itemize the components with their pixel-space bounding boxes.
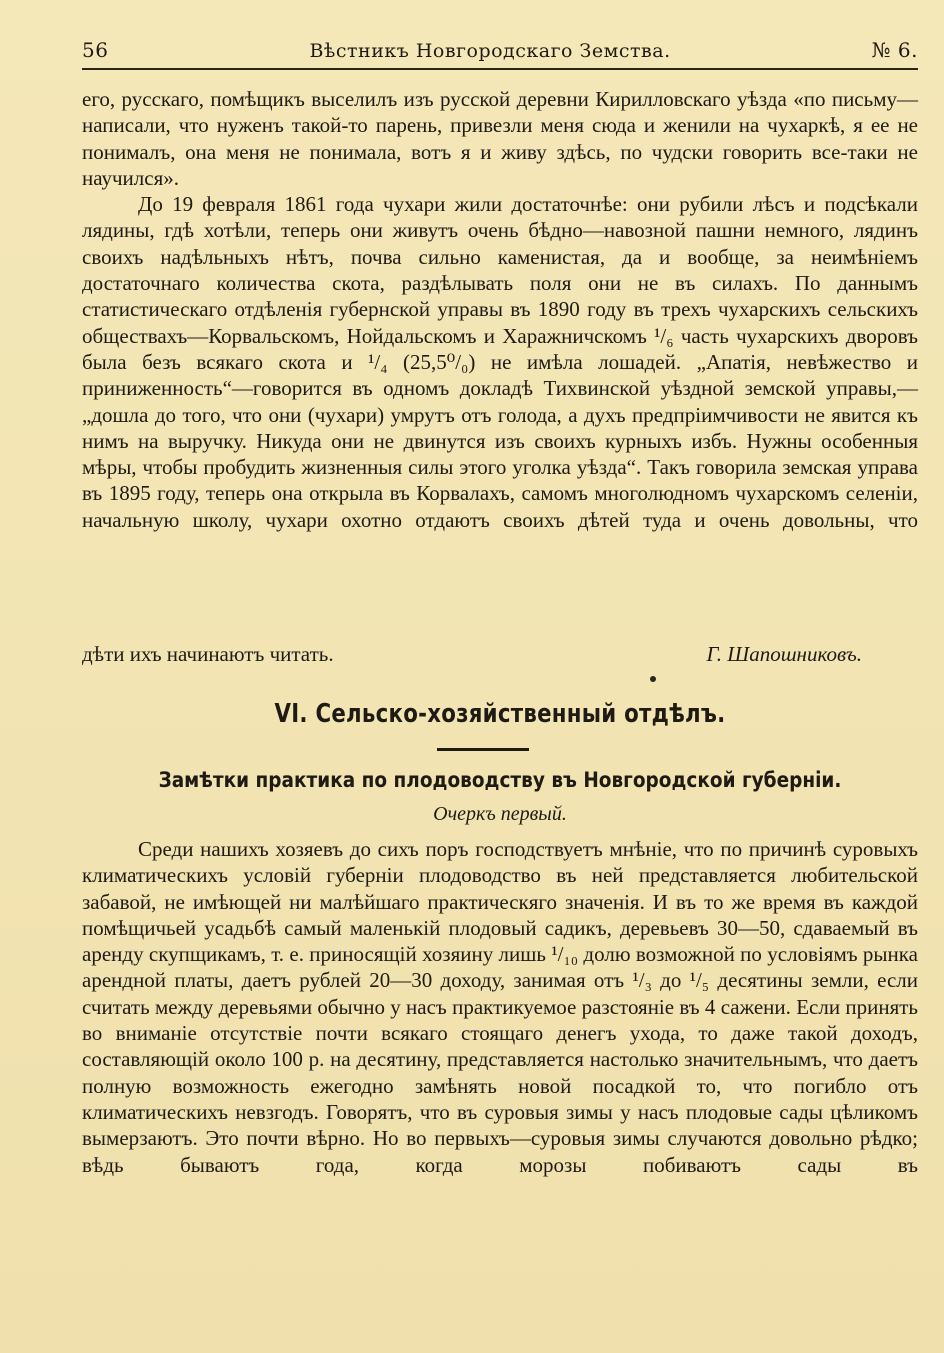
section-divider: [437, 748, 529, 751]
article-paragraph: Среди нашихъ хозяевъ до сихъ поръ господствуетъ мнѣніе, что по причинѣ суровыхъ климатическихъ условій губерніи плодоводство въ ней представляется любительской забавой, не имѣющей ни малѣйшаго практическяго значенія. И въ то же время въ каждой помѣщичьей усадьбѣ самый маленькій плодовый садикъ, деревьевъ 30—50, сдаваемый въ аренду скупщикамъ, т. е. приносящій хозяину лишь ¹/₁₀ долю возможной по условіямъ рынка арендной платы, даетъ рублей 20—30 доходу, занимая отъ ¹/₃ до ¹/₅ десятины земли, если считать между деревьями обычно у насъ практикуемое разстояніе въ 4 сажени. Если принять во вниманіе отсутствіе почти всякаго стоящаго денегъ ухода, то даже такой доходъ, составляющій около 100 р. на десятину, представляется настолько значительнымъ, что даетъ полную возможность ежегодно замѣнять новой посадкой то, что погибло отъ климатическихъ невзгодъ. Говорятъ, что въ суровыя зимы у насъ плодовые сады цѣликомъ вымерзаютъ. Это почти вѣрно. Но во первыхъ—суровыя зимы случаются довольно рѣдко; вѣдь бываютъ года, когда морозы побиваютъ сады въ: [82, 837, 918, 1177]
section-heading: VI. Сельско-хозяйственный отдѣлъ.: [274, 699, 726, 729]
paragraph-chukhari: До 19 февраля 1861 года чухари жили достаточнѣе: они рубили лѣсъ и подсѣкали лядины, гдѣ хотѣли, теперь они живутъ очень бѣдно—навозной пашни немного, лядинъ своихъ надѣльныхъ нѣтъ, почва сильно каменистая, да и вообще, за неимѣніемъ достаточнаго количества скота, раздѣлывать поля они не въ силахъ. По даннымъ статистическаго отдѣленія губернской управы въ 1890 году въ трехъ чухарскихъ сельскихъ обществахъ—Корвальскомъ, Нойдальскомъ и Харажничскомъ ¹/₆ часть чухарскихъ дворовъ была безъ всякаго скота и ¹/₄ (25,5⁰/₀) не имѣла лошадей. „Апатія, невѣжество и приниженность“—говорится въ одномъ докладѣ Тихвинской уѣздной земской управы,—„дошла до того, что они (чухари) умрутъ отъ голода, а духъ предпріимчивости не явится къ нимъ на выручку. Никуда они не двинутся изъ своихъ курныхъ избъ. Нужны особенныя мѣры, чтобы пробудить жизненныя силы этого уголка уѣзда“. Такъ говорила земская управа въ 1895 году, теперь она открыла въ Корвалахъ, самомъ многолюдномъ чухарскомъ селеніи, начальную школу, чухари охотно отдаютъ своихъ дѣтей туда и очень довольны, что: [82, 192, 918, 532]
issue-number: № 6.: [871, 38, 918, 62]
running-header: [82, 28, 918, 70]
journal-title: Вѣстникъ Новгородскаго Земства.: [309, 40, 671, 62]
author-signature: Г. Шапошниковъ.: [706, 642, 862, 666]
page-number: 56: [82, 38, 109, 62]
paragraph-continued: его, русскаго, помѣщикъ выселилъ изъ русской деревни Кирилловскаго уѣзда «по письму—написали, что нуженъ такой-то парень, привезли меня сюда и женили на чухаркѣ, я ее не понималъ, она меня не понимала, вотъ я и живу здѣсь, по чудски говорить все-таки не научился».: [82, 87, 918, 190]
top-text-block: [82, 86, 918, 533]
article-subtitle: Очеркъ первый.: [433, 803, 567, 825]
article-text-block: [82, 836, 918, 1178]
ornament-dot: [650, 676, 656, 682]
closing-line: [82, 641, 918, 667]
closing-text: дѣти ихъ начинаютъ читать.: [82, 642, 334, 666]
article-title: Замѣтки практика по плодоводству въ Новгородской губерніи.: [158, 768, 842, 792]
